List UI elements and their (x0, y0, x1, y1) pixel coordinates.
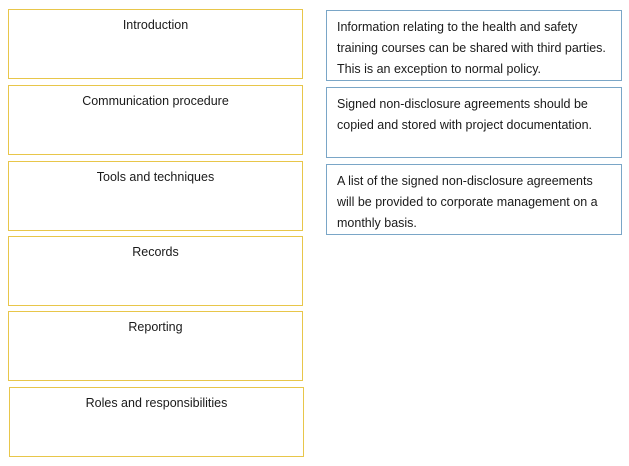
drop-target-roles-and-responsibilities[interactable] (9, 387, 304, 457)
drop-target-records[interactable] (8, 236, 303, 306)
target-label: Communication procedure (82, 94, 229, 108)
draggable-item-nda-list-monthly[interactable] (326, 164, 622, 235)
drop-target-communication-procedure[interactable] (8, 85, 303, 155)
target-label: Roles and responsibilities (85, 396, 228, 410)
drop-target-reporting[interactable] (8, 311, 303, 381)
target-label: Introduction (122, 18, 189, 32)
drop-target-introduction[interactable] (8, 9, 303, 79)
target-label: Records (132, 245, 179, 259)
draggable-item-nda-copied-stored[interactable] (326, 87, 622, 158)
item-text: Information relating to the health and safety training courses can be shared with third parties. This is an exception to normal policy. (337, 20, 606, 76)
target-label: Reporting (128, 320, 183, 334)
item-text: A list of the signed non-disclosure agreements will be provided to corporate management on a monthly basis. (337, 174, 598, 230)
draggable-item-health-safety-sharing[interactable] (326, 10, 622, 81)
target-label: Tools and techniques (96, 170, 215, 184)
item-text: Signed non-disclosure agreements should be copied and stored with project documentation. (337, 97, 593, 132)
drop-target-tools-and-techniques[interactable] (8, 161, 303, 231)
